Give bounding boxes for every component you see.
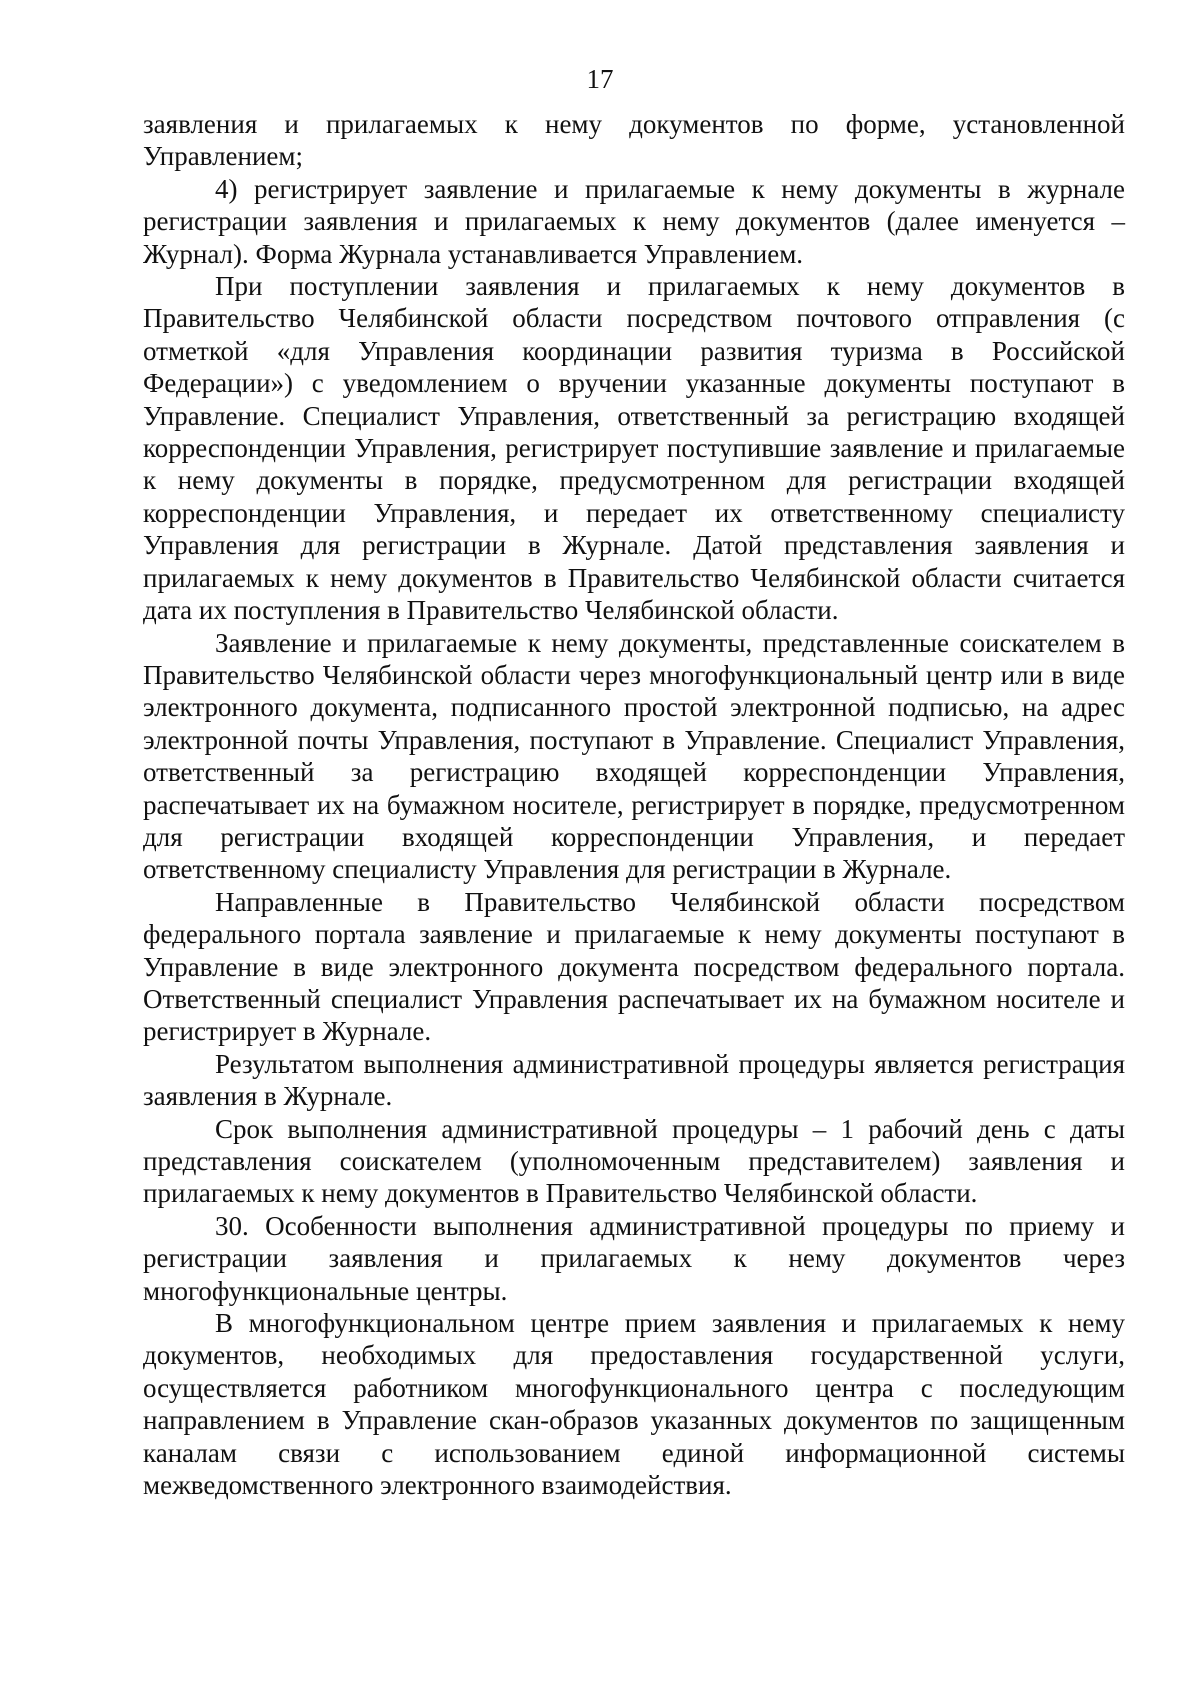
page-number: 17 [586,64,614,94]
paragraph-item-4: 4) регистрирует заявление и прилагаемые к нему документы в журнале регистрации заявления и прилагаемых к нему документов (далее именуется – Журнал). Форма Журнала устанавливается Управлением. [143,173,1125,269]
paragraph-mfc-procedure: В многофункциональном центре прием заявления и прилагаемых к нему документов, необходимых для предоставления государственной услуги, осуществляется работником многофункционального центра с последующим направлением в Управление скан-образов указанных документов по защищенным каналам связи с использованием единой информационной системы межведомственного электронного взаимодействия. [143,1308,1125,1501]
document-body [143,108,1125,1501]
paragraph-mfc-electronic-receipt: Заявление и прилагаемые к нему документы, представленные соискателем в Правительство Челябинской области через многофункциональный центр или в виде электронного документа, подписанного простой электронной подписью, на адрес электронной почты Управления, поступают в Управление. Специалист Управления, ответственный за регистрацию входящей корреспонденции Управления, распечатывает их на бумажном носителе, регистрирует в порядке, предусмотренном для регистрации входящей корреспонденции Управления, и передает ответственному специалисту Управления для регистрации в Журнале. [143,627,1125,885]
paragraph-federal-portal: Направленные в Правительство Челябинской области посредством федерального портала заявление и прилагаемые к нему документы поступают в Управление в виде электронного документа посредством федерального портала. Ответственный специалист Управления распечатывает их на бумажном носителе и регистрирует в Журнале. [143,886,1125,1047]
paragraph-postal-receipt: При поступлении заявления и прилагаемых к нему документов в Правительство Челябинской области посредством почтового отправления (с отметкой «для Управления координации развития туризма в Российской Федерации») с уведомлением о вручении указанные документы поступают в Управление. Специалист Управления, ответственный за регистрацию входящей корреспонденции Управления, регистрирует поступившие заявление и прилагаемые к нему документы в порядке, предусмотренном для регистрации входящей корреспонденции Управления, и передает их ответственному специалисту Управления для регистрации в Журнале. Датой представления заявления и прилагаемых к нему документов в Правительство Челябинской области считается дата их поступления в Правительство Челябинской области. [143,271,1125,626]
paragraph-continuation: заявления и прилагаемых к нему документов по форме, установленной Управлением; [143,109,1125,172]
paragraph-result: Результатом выполнения административной процедуры является регистрация заявления в Журнале. [143,1048,1125,1112]
paragraph-deadline: Срок выполнения административной процедуры – 1 рабочий день с даты представления соискателем (уполномоченным представителем) заявления и прилагаемых к нему документов в Правительство Челябинской области. [143,1113,1125,1209]
paragraph-item-30: 30. Особенности выполнения административной процедуры по приему и регистрации заявления и прилагаемых к нему документов через многофункциональные центры. [143,1210,1125,1306]
